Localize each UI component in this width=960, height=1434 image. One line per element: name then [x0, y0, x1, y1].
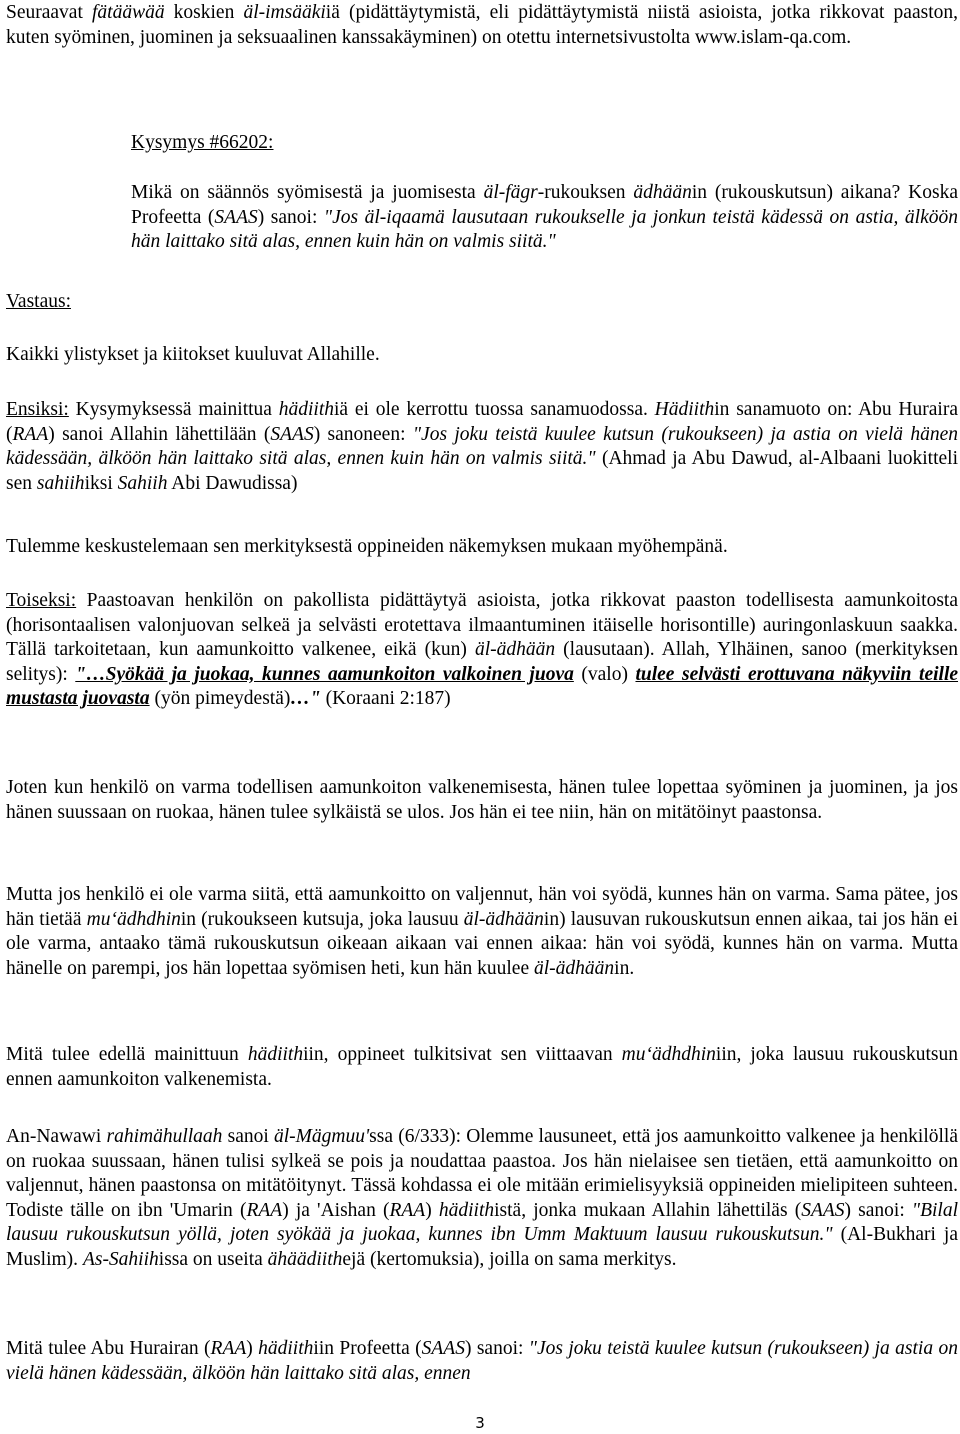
nawawi-text: ): [425, 1199, 439, 1221]
nawawi-term: SAAS: [801, 1199, 845, 1221]
first-quote: "Jos joku teistä kuulee kutsun (rukoukseen) ja astia on vielä hänen kädessään, älköön hän laittako sitä alas, ennen kuin hän on valmis siitä.": [6, 423, 958, 470]
mita2-paragraph: [6, 1337, 958, 1386]
page-number: 3: [475, 1414, 485, 1432]
question-heading-text: Kysymys #66202:: [131, 132, 274, 153]
question-term: SAAS: [214, 206, 258, 228]
question-heading: [131, 131, 958, 156]
mutta-term: mu‘ädhdhin: [86, 908, 181, 930]
intro-text: Seuraavat: [6, 2, 92, 23]
second-quran-quote: …": [290, 688, 321, 710]
intro-text: koskien: [164, 2, 244, 23]
mita2-term: SAAS: [421, 1338, 465, 1359]
first-text: in sanamuoto on: Abu Huraira (: [6, 399, 958, 445]
mita1-term: hädiith: [247, 1044, 304, 1065]
nawawi-quote: "Bilal lausuu rukouskutsun yöllä, joten syökää ja juokaa, kunnes ibn Umm Maktuum lausuu rukouskutsun.": [6, 1199, 959, 1246]
second-label: Toiseksi:: [6, 590, 77, 611]
discuss-text: Tulemme keskustelemaan sen merkityksestä oppineiden näkemyksen mukaan myöhempänä.: [6, 536, 728, 557]
nawawi-term: As-Sahiih: [82, 1248, 159, 1270]
mita2-text: Mitä tulee Abu Hurairan (: [6, 1338, 211, 1359]
question-text: Mikä on säännös syömisestä ja juomisesta: [131, 182, 484, 203]
nawawi-text: issa on useita: [158, 1248, 268, 1270]
mita1-paragraph: [6, 1043, 958, 1092]
second-text: (valo): [573, 663, 636, 685]
second-quran-quote: tulee selvästi erottuvana näkyviin teille mustasta juovasta: [6, 663, 959, 710]
intro-text: iä (pidättäytymistä, eli pidättäytymistä niistä asioista, jotka rikkovat paaston, kuten syöminen, juominen ja seksuaalinen kanssakäyminen) on otettu internetsivustolta www.islam-qa.com.: [6, 2, 958, 48]
nawawi-term: hädiith: [438, 1199, 495, 1221]
mutta-text: in (rukoukseen kutsuja, joka lausuu: [180, 908, 464, 930]
first-text: iä ei ole kerrottu tuossa sanamuodossa.: [334, 399, 655, 420]
answer-label-text: Vastaus:: [6, 291, 71, 312]
nawawi-term: ähäädiith: [267, 1248, 343, 1270]
first-term: hädiith: [278, 399, 335, 420]
nawawi-text: istä, jonka mukaan Allahin lähettiläs (: [494, 1199, 802, 1221]
question-text: -rukouksen: [537, 182, 634, 203]
joten-paragraph: [6, 776, 958, 825]
second-text: (yön pimeydestä): [149, 688, 291, 710]
mutta-term: äl-ädhään: [463, 908, 544, 930]
first-label: Ensiksi:: [6, 399, 69, 420]
mita1-term: mu‘ädhdhin: [621, 1044, 716, 1065]
question-term: ädhään: [633, 182, 692, 203]
second-text: (Koraani 2:187): [320, 688, 451, 710]
mutta-term: äl-ädhään: [534, 957, 615, 979]
nawawi-text: ssa (6/333): Olemme lausuneet, että jos aamunkoitto valkenee ja henkilöllä on ruokaa suussaan, hänen tulisi sylkeä se pois ja noudattaa paastoa. Jos hän nielaisee sen tietäen, että aamunkoitto on valjennut, hänen paastonsa on mitätöitynyt. Tässä kohdassa ei ole mitään erimielisyyksiä oppineiden mielipiteen suhteen. Todiste tälle on ibn 'Umarin (: [6, 1126, 958, 1221]
question-text: in (rukouskutsun) aikana? Koska Profeetta (: [131, 182, 959, 228]
second-quran-quote: "…Syökää ja juokaa, kunnes aamunkoiton valkoinen juova: [75, 663, 574, 685]
mutta-paragraph: [6, 883, 958, 981]
question-body: [131, 181, 958, 255]
mita2-term: RAA: [210, 1338, 247, 1359]
question-term: äl-fägr: [483, 182, 538, 203]
mita1-text: Mitä tulee edellä mainittuun: [6, 1044, 248, 1065]
joten-text: Joten kun henkilö on varma todellisen aamunkoiton valkenemisesta, hänen tulee lopettaa syöminen ja juominen, ja jos hänen suussaan on ruokaa, hänen tulee sylkäistä se ulos. Jos hän ei tee niin, hän on mitätöinyt paastonsa.: [6, 777, 958, 823]
nawawi-term: RAA: [246, 1199, 283, 1221]
mita2-text: ): [246, 1338, 259, 1359]
second-paragraph: [6, 589, 958, 712]
first-paragraph: [6, 398, 958, 496]
mita2-quote: "Jos joku teistä kuulee kutsun (rukoukseen) ja astia on vielä hänen kädessään, älköön hän laittako sitä alas, ennen: [6, 1338, 958, 1384]
nawawi-paragraph: [6, 1125, 958, 1273]
first-text: (Ahmad ja Abu Dawud, al-Albaani luokitteli sen: [6, 448, 958, 494]
mita2-term: hädiith: [258, 1338, 314, 1359]
second-text: (lausutaan). Allah, Ylhäinen, sanoo (merkityksen selitys):: [6, 639, 958, 685]
first-term: Hädiith: [654, 399, 715, 420]
praise-line: [6, 343, 958, 368]
question-text: ) sanoi:: [257, 206, 324, 228]
nawawi-text: (Al-Bukhari ja Muslim).: [6, 1224, 958, 1270]
second-term: äl-ädhään: [474, 639, 556, 661]
first-text: iksi: [84, 472, 118, 494]
first-text: ) sanoneen:: [313, 423, 413, 445]
first-term: sahiih: [36, 472, 85, 494]
mutta-text: in.: [614, 957, 635, 979]
mutta-text: in) lausuvan rukouskutsun ennen aikaa, tai jos hän ei ole varma, antaako tämä rukouskutsun oikeaan aikaan vai ennen aikaa: hän voi syödä, kunnes hän on varma. Mutta hänelle on parempi, jos hän lopettaa syömisen heti, kun hän kuulee: [6, 908, 958, 979]
first-term: SAAS: [270, 423, 314, 445]
nawawi-term: rahimähullaah: [106, 1126, 223, 1147]
second-text: Paastoavan henkilön on pakollista pidättäytyä asioista, jotka rikkovat paaston todellisesta aamunkoitosta (horisontaalisen valonjuovan selkeä ja selvästi erotettava ilmaantuminen itäiselle horisontille) auringonlaskuun saakka. Tällä tarkoitetaan, kun aamunkoitto valkenee, eikä (kun): [6, 590, 958, 661]
nawawi-text: ) sanoi:: [844, 1199, 912, 1221]
mita2-text: ) sanoi:: [464, 1338, 529, 1359]
intro-paragraph: [6, 1, 958, 50]
first-text: ) sanoi Allahin lähettilään (: [48, 423, 271, 445]
praise-text: Kaikki ylistykset ja kiitokset kuuluvat Allahille.: [6, 344, 380, 365]
discuss-paragraph: [6, 535, 958, 560]
first-text: Kysymyksessä mainittua: [68, 399, 279, 420]
answer-label: [6, 290, 958, 315]
first-term: Sahiih: [117, 472, 168, 494]
intro-term: fätääwää: [91, 2, 165, 23]
nawawi-text: ejä (kertomuksia), joilla on sama merkitys.: [342, 1248, 677, 1270]
nawawi-text: ) ja 'Aishan (: [282, 1199, 390, 1221]
mita2-text: iin Profeetta (: [313, 1338, 422, 1359]
intro-term: äl-imsääki: [243, 2, 326, 23]
nawawi-term: RAA: [389, 1199, 426, 1221]
question-quote: "Jos äl-iqaamä lausutaan rukoukselle ja jonkun teistä kädessä on astia, älköön hän laittako sitä alas, ennen kuin hän on valmis siitä.": [131, 206, 959, 253]
nawawi-text: sanoi: [222, 1126, 274, 1147]
mutta-text: Mutta jos henkilö ei ole varma siitä, että aamunkoitto on valjennut, hän voi syödä, kunnes hän on varma. Sama pätee, jos hän tietää: [6, 884, 958, 930]
first-term: RAA: [12, 423, 49, 445]
mita1-text: iin, joka lausuu rukouskutsun ennen aamunkoiton valkenemista.: [6, 1044, 958, 1090]
first-text: Abi Dawudissa): [167, 472, 298, 494]
nawawi-text: An-Nawawi: [6, 1126, 107, 1147]
nawawi-term: äl-Mägmuu': [274, 1126, 370, 1147]
mita1-text: iin, oppineet tulkitsivat sen viittaavan: [303, 1044, 622, 1065]
